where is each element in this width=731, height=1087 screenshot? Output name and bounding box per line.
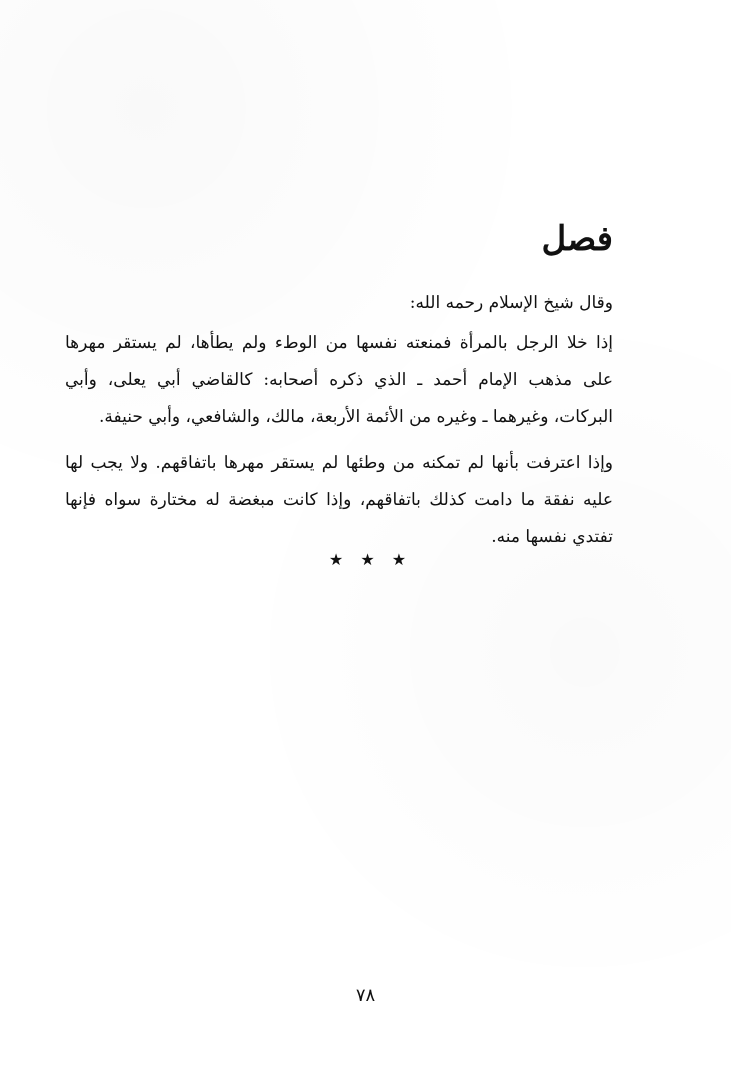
section-heading: فصل bbox=[541, 219, 613, 259]
paragraph-2: وإذا اعترفت بأنها لم تمكنه من وطئها لم يستقر مهرها باتفاقهم. ولا يجب لها عليه نفقة ما دامت كذلك باتفاقهم، وإذا كانت مبغضة له مختارة سواه فإنها تفتدي نفسها منه. bbox=[65, 453, 613, 547]
intro-line: وقال شيخ الإسلام رحمه الله: bbox=[409, 293, 613, 313]
page-number: ٧٨ bbox=[355, 985, 376, 1006]
section-separator-stars: ★ ★ ★ bbox=[328, 550, 413, 569]
paragraph-1: إذا خلا الرجل بالمرأة فمنعته نفسها من الوطء ولم يطأها، لم يستقر مهرها على مذهب الإمام أحمد ـ الذي ذكره أصحابه: كالقاضي أبي يعلى، وأبي البركات، وغيرهما ـ وغيره من الأئمة الأربعة، مالك، والشافعي، وأبي حنيفة. bbox=[65, 333, 613, 427]
